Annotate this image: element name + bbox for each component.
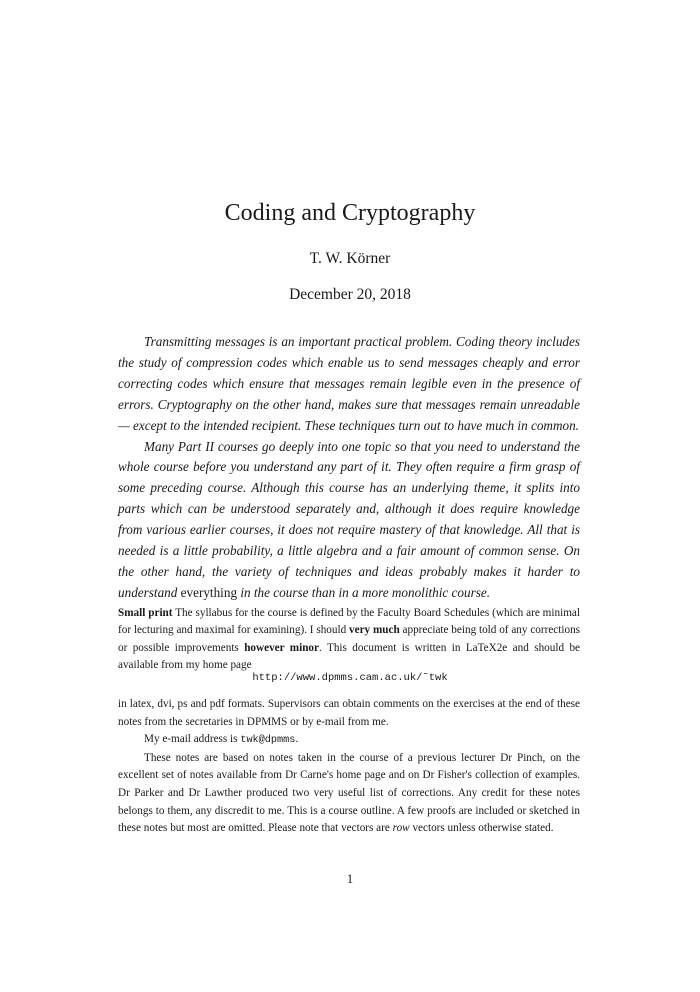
small-print-heading: Small print [118,607,173,619]
abstract-p2-emphasis: everything [180,584,238,600]
notes-row-emphasis: row [392,822,410,835]
abstract-paragraph-1: Transmitting messages is an important practical problem. Coding theory includes the study of compression codes which enable us to send messages cheaply and error correcting codes which ensure that messages remain legible even in the presence of errors. Cryptography on the other hand, makes sure that messages remain unreadable — except to the intended recipient. These techniques turn out to have much in common. [118,334,580,433]
body-paragraph-email [118,731,580,750]
document-date: December 20, 2018 [289,286,411,303]
body-text [118,696,580,838]
abstract-p2-end: in the course than in a more monolithic course. [240,584,491,600]
page-number: 1 [346,872,354,886]
small-print-text-2: appreciate being told of any corrections or possible improvements [118,624,581,654]
small-print-text-3: . This document is written in LaTeX2e and should be available from my home page [118,641,581,672]
author-name: T. W. Körner [309,250,391,267]
small-print-bold-1: very much [349,624,400,637]
email-label: My e-mail address is [144,733,238,746]
small-print [118,605,580,675]
home-page-url[interactable]: http://www.dpmms.cam.ac.uk/˜twk [252,672,448,684]
abstract [118,332,580,604]
small-print-paragraph [118,605,580,675]
abstract-paragraph-2 [118,437,580,604]
abstract-p2-text: Many Part II courses go deeply into one topic so that you need to understand the whole course before you understand any part of it. They often require a firm grasp of some preceding course. Although this course has an underlying theme, it splits into parts which can be understood separately and, although it does require knowledge from various earlier courses, it does not require mastery of that knowledge. All that is needed is a little probability, a little algebra and a fair amount of common sense. On the other hand, the variety of techniques and ideas probably makes it harder to understand [118,438,580,600]
small-print-bold-2: however minor [244,641,319,654]
email-address[interactable]: twk@dpmms [240,735,296,747]
email-end: . [295,733,299,746]
notes-text: These notes are based on notes taken in the course of a previous lecturer Dr Pinch, on the excellent set of notes available from Dr Carne's home page and on Dr Fisher's collection of examples. Dr Parker and Dr Lawther produced two very useful list of corrections. Any credit for these notes belongs to them, any discredit to me. This is a course outline. A few proofs are included or sketched in these notes but most are omitted. Please note that vectors are [118,751,580,835]
small-print-text-1: The syllabus for the course is defined by the Faculty Board Schedules (which are minimal for lecturing and maximal for examining). I should [118,607,580,637]
document-title: Coding and Cryptography [224,200,476,226]
body-paragraph-formats: in latex, dvi, ps and pdf formats. Supervisors can obtain comments on the exercises at the end of these notes from the secretaries in DPMMS or by e-mail from me. [118,698,580,728]
notes-end: vectors unless otherwise stated. [412,822,554,835]
body-paragraph-notes [118,750,580,838]
